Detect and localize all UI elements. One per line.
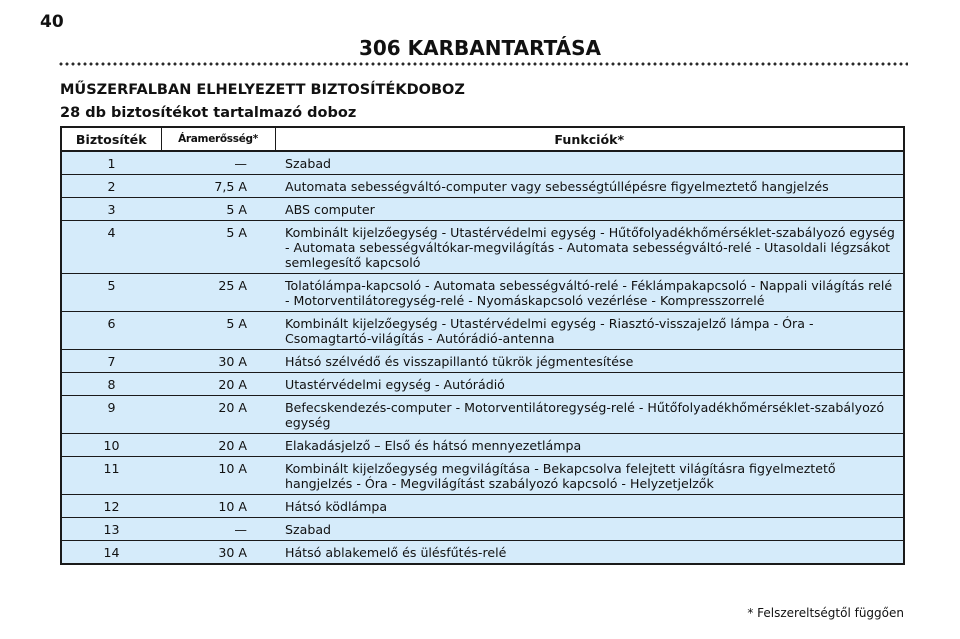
fuse-number-cell: 5	[61, 274, 161, 312]
current-cell: —	[161, 518, 275, 541]
fuse-number-cell: 12	[61, 495, 161, 518]
footnote: * Felszereltségtől függően	[747, 606, 904, 620]
function-cell: Elakadásjelző – Első és hátsó mennyezetlámpa	[275, 434, 904, 457]
function-cell: Kombinált kijelzőegység megvilágítása - Bekapcsolva felejtett világításra figyelmeztető hangjelzés - Óra - Megvilágítást szabályozó kapcsoló - Helyzetjelzők	[275, 457, 904, 495]
function-cell: Szabad	[275, 518, 904, 541]
fuse-number-cell: 9	[61, 396, 161, 434]
fuse-number-cell: 6	[61, 312, 161, 350]
function-cell: Tolatólámpa-kapcsoló - Automata sebességváltó-relé - Féklámpakapcsoló - Nappali világítás relé - Motorventilátoregység-relé - Nyomáskapcsoló vezérlése - Kompresszorrelé	[275, 274, 904, 312]
dotted-divider	[58, 62, 908, 66]
fuse-number-cell: 14	[103, 545, 120, 560]
fuse-number-cell: 3	[61, 198, 161, 221]
table-header-row	[61, 127, 904, 151]
table-row	[61, 518, 904, 541]
current-cell: 5 A	[161, 312, 275, 350]
header-fuse: Biztosíték	[61, 127, 161, 151]
table-row	[61, 350, 904, 373]
function-cell: Hátsó szélvédő és visszapillantó tükrök jégmentesítése	[275, 350, 904, 373]
function-cell: Hátsó ablakemelő és ülésfűtés-relé	[285, 545, 507, 560]
table-row	[61, 396, 904, 434]
current-cell: 5 A	[161, 221, 275, 274]
table-row	[61, 434, 904, 457]
table-row	[61, 221, 904, 274]
current-cell: 20 A	[161, 434, 275, 457]
function-cell: Szabad	[275, 151, 904, 175]
table-row	[61, 457, 904, 495]
chapter-title: 306 KARBANTARTÁSA	[358, 36, 602, 60]
current-cell: 20 A	[161, 373, 275, 396]
function-cell: Kombinált kijelzőegység - Utastérvédelmi egység - Hűtőfolyadékhőmérséklet-szabályozó egység - Automata sebességváltókar-megvilágítás - Automata sebességváltó-relé - Utasoldali légzsákot semlegesítő kapcsoló	[275, 221, 904, 274]
function-cell: Automata sebességváltó-computer vagy sebességtúllépésre figyelmeztető hangjelzés	[275, 175, 904, 198]
current-cell: 30 A	[218, 545, 247, 560]
header-current: Áramerősség*	[161, 127, 275, 151]
function-cell: Befecskendezés-computer - Motorventilátoregység-relé - Hűtőfolyadékhőmérséklet-szabályozó egység	[275, 396, 904, 434]
fuse-number-cell: 10	[61, 434, 161, 457]
table-body	[61, 151, 904, 564]
table-row	[61, 312, 904, 350]
table-row	[61, 373, 904, 396]
fuse-number-cell: 2	[61, 175, 161, 198]
fuse-number-cell: 7	[61, 350, 161, 373]
page-number: 40	[40, 12, 64, 32]
table-row	[61, 495, 904, 518]
table-row	[61, 274, 904, 312]
fuse-number-cell: 8	[61, 373, 161, 396]
section-subtitle: 28 db biztosítékot tartalmazó doboz	[60, 105, 357, 121]
current-cell: 30 A	[161, 350, 275, 373]
fuse-number-cell: 4	[61, 221, 161, 274]
current-cell: 20 A	[161, 396, 275, 434]
current-cell: 10 A	[161, 495, 275, 518]
fuse-number-cell: 13	[61, 518, 161, 541]
function-cell: Kombinált kijelzőegység - Utastérvédelmi egység - Riasztó-visszajelző lámpa - Óra - Csomagtartó-világítás - Autórádió-antenna	[275, 312, 904, 350]
section-title: MŰSZERFALBAN ELHELYEZETT BIZTOSÍTÉKDOBOZ	[60, 82, 465, 98]
current-cell: 10 A	[161, 457, 275, 495]
fuse-number-cell: 1	[61, 151, 161, 175]
function-cell: Utastérvédelmi egység - Autórádió	[275, 373, 904, 396]
function-cell: ABS computer	[275, 198, 904, 221]
fuse-number-cell: 11	[61, 457, 161, 495]
current-cell: 25 A	[161, 274, 275, 312]
table-row	[61, 175, 904, 198]
current-cell: —	[161, 151, 275, 175]
table-row	[61, 198, 904, 221]
function-cell: Hátsó ködlámpa	[275, 495, 904, 518]
table-row	[61, 541, 904, 565]
header-functions: Funkciók*	[275, 127, 904, 151]
current-cell: 7,5 A	[161, 175, 275, 198]
fuse-table	[60, 126, 905, 565]
current-cell: 5 A	[161, 198, 275, 221]
table-row	[61, 151, 904, 175]
